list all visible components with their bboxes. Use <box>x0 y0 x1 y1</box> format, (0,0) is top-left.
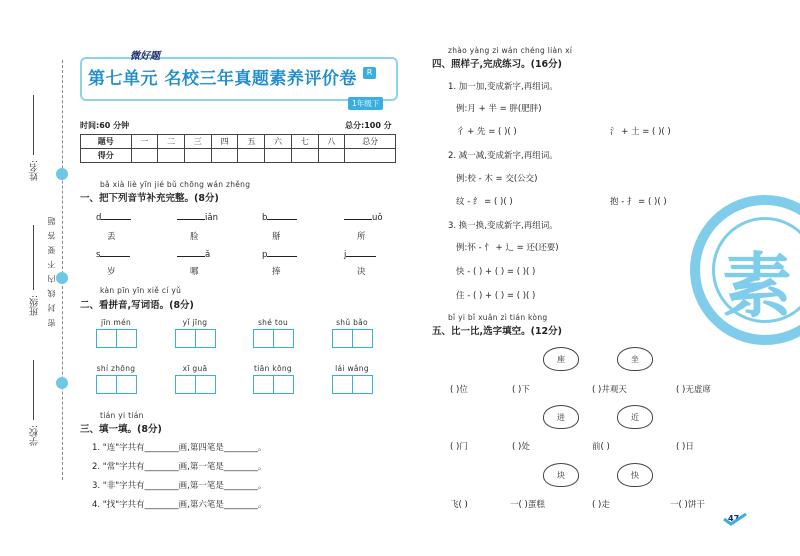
section2-pinyin: kàn pīn yīn xiě cí yǔ <box>100 286 182 295</box>
table-cell: 八 <box>318 135 345 149</box>
binding-dashed-line <box>62 60 63 480</box>
syllable-item: iǎn <box>177 213 218 223</box>
word-writing-group <box>96 318 136 352</box>
syllable-char: 捧 <box>272 267 281 277</box>
score-input-cell[interactable] <box>238 149 265 163</box>
table-cell: 一 <box>131 135 158 149</box>
writing-box[interactable] <box>175 375 196 394</box>
syllable-char: 岁 <box>107 267 116 277</box>
writing-box[interactable] <box>96 329 117 348</box>
writing-box[interactable] <box>116 329 137 348</box>
writing-box[interactable] <box>195 329 216 348</box>
word-pinyin: xī guā <box>182 364 208 373</box>
syllable-item: j <box>344 250 376 260</box>
writing-box[interactable] <box>253 329 274 348</box>
answer-blank[interactable]: ( )门 <box>450 442 468 452</box>
score-input-cell[interactable] <box>345 149 396 163</box>
fill-item[interactable]: 1. "连"字共有________画,第四笔是________。 <box>92 443 267 453</box>
word-pinyin: shǔ bǎo <box>336 318 368 327</box>
table-cell: 二 <box>158 135 185 149</box>
syllable-char: 脸 <box>190 232 199 242</box>
syllable-item: d <box>96 213 131 223</box>
answer-blank[interactable]: ( )走 <box>592 500 610 510</box>
answer-blank[interactable]: ( )日 <box>676 442 694 452</box>
watermark-stamp-char: 素 <box>722 245 792 327</box>
choice-bowl: 坐 <box>617 347 653 371</box>
answer-blank[interactable] <box>267 219 297 220</box>
syllable-char: 哪 <box>190 267 199 277</box>
word-pinyin: jīn mén <box>100 318 132 327</box>
table-cell: 六 <box>265 135 292 149</box>
writing-box[interactable] <box>352 329 373 348</box>
word-pinyin: tiān kōng <box>254 364 292 373</box>
syllable-item: p <box>262 250 297 260</box>
answer-row[interactable]: 快 - ( ) + ( ) = ( )( ) <box>456 267 536 277</box>
syllable-char: 掰 <box>272 232 281 242</box>
page-title: 第七单元 名校三年真题素养评价卷 <box>88 69 357 89</box>
section5-title: 五、比一比,选字填空。(12分) <box>432 326 563 337</box>
word-pinyin: yǐ jīng <box>182 318 208 327</box>
syllable-char: 丢 <box>107 232 116 242</box>
writing-box[interactable] <box>273 375 294 394</box>
writing-box[interactable] <box>96 375 117 394</box>
binding-dot <box>56 168 68 180</box>
table-cell: 四 <box>211 135 238 149</box>
answer-blank[interactable]: 一( )饼干 <box>670 500 705 510</box>
edition-badge: R <box>363 67 376 79</box>
seal-text: 密 封 线 内 不 要 答 题 <box>47 215 56 327</box>
writing-box[interactable] <box>253 375 274 394</box>
answer-blank[interactable] <box>346 256 376 257</box>
table-cell: 七 <box>291 135 318 149</box>
syllable-item: b <box>262 213 297 223</box>
score-table <box>80 134 396 163</box>
writing-box[interactable] <box>175 329 196 348</box>
page-number: 47 <box>728 514 740 523</box>
score-input-cell[interactable] <box>211 149 238 163</box>
answer-blank[interactable] <box>101 219 131 220</box>
section3-title: 三、填一填。(8分) <box>80 424 162 435</box>
question-text: 2. 减一减,变成新字,再组词。 <box>448 151 558 161</box>
choice-bowl: 块 <box>543 463 579 487</box>
question-text: 1. 加一加,变成新字,再组词。 <box>448 82 558 92</box>
answer-blank[interactable] <box>267 256 297 257</box>
score-input-cell[interactable] <box>184 149 211 163</box>
answer-blank[interactable]: ( )下 <box>512 385 530 395</box>
answer-row[interactable]: 纹 - 纟 = ( )( ) <box>456 197 513 207</box>
time-limit: 时间:60 分钟 <box>80 121 130 130</box>
fill-item[interactable]: 4. "找"字共有________画,第六笔是________。 <box>92 500 267 510</box>
word-writing-group <box>96 364 136 398</box>
word-writing-group <box>332 318 372 352</box>
name-line[interactable] <box>33 95 34 155</box>
score-input-cell[interactable] <box>291 149 318 163</box>
writing-box[interactable] <box>332 329 353 348</box>
answer-blank[interactable]: 一( )蛋糕 <box>510 500 545 510</box>
syllable-char: 所 <box>357 232 366 242</box>
table-cell: 题号 <box>81 135 132 149</box>
word-writing-group <box>175 318 215 352</box>
answer-blank[interactable]: 飞( ) <box>450 500 468 510</box>
section4-title: 四、照样子,完成练习。(16分) <box>432 59 563 70</box>
syllable-item: uǒ <box>344 213 383 223</box>
syllable-item: ǎ <box>177 250 210 260</box>
brand-logo: 微好题 <box>130 51 160 62</box>
answer-blank[interactable] <box>344 219 372 220</box>
answer-row[interactable]: 住 - ( ) + ( ) = ( )( ) <box>456 291 536 301</box>
word-writing-group <box>253 364 293 398</box>
choice-bowl: 近 <box>617 405 653 429</box>
table-cell: 三 <box>184 135 211 149</box>
answer-blank[interactable]: ( )井观天 <box>592 385 627 395</box>
answer-row[interactable]: 彳 + 先 = ( )( ) <box>456 127 517 137</box>
word-pinyin: lái wǎng <box>335 364 369 373</box>
question-text: 3. 换一换,变成新字,再组词。 <box>448 221 558 231</box>
word-writing-group <box>175 364 215 398</box>
name-label: 姓名: <box>30 160 40 182</box>
syllable-item: s <box>96 250 130 260</box>
example-text: 例:月 + 半 = 胖(肥胖) <box>456 104 542 114</box>
answer-row[interactable]: 氵 + 土 = ( )( ) <box>610 127 671 137</box>
fill-item[interactable]: 2. "常"字共有________画,第一笔是________。 <box>92 462 267 472</box>
table-cell: 五 <box>238 135 265 149</box>
writing-box[interactable] <box>273 329 294 348</box>
section3-pinyin: tián yi tián <box>100 411 144 420</box>
word-writing-group <box>253 318 293 352</box>
word-pinyin: shé tou <box>257 318 289 327</box>
class-line[interactable] <box>33 225 34 290</box>
choice-bowl: 座 <box>543 347 579 371</box>
section1-pinyin: bǎ xià liè yīn jié bǔ chōng wán zhěng <box>100 180 251 189</box>
checkmark-icon <box>722 512 748 526</box>
score-table-score-row <box>81 149 396 163</box>
score-input-cell[interactable] <box>131 149 158 163</box>
writing-box[interactable] <box>332 375 353 394</box>
answer-blank[interactable] <box>177 219 205 220</box>
answer-blank[interactable]: ( )位 <box>450 385 468 395</box>
total-score: 总分:100 分 <box>345 121 392 130</box>
score-input-cell[interactable] <box>318 149 345 163</box>
section5-pinyin: bǐ yi bǐ xuǎn zì tián kòng <box>448 313 548 322</box>
section1-title: 一、把下列音节补充完整。(8分) <box>80 193 219 204</box>
section2-title: 二、看拼音,写词语。(8分) <box>80 300 194 311</box>
section4-pinyin: zhào yàng zi wán chéng liàn xí <box>448 46 573 55</box>
choice-bowl: 快 <box>617 463 653 487</box>
binding-dot <box>56 272 68 284</box>
answer-row[interactable]: 抱 - 扌 = ( )( ) <box>610 197 667 207</box>
binding-dot <box>56 377 68 389</box>
word-writing-group <box>332 364 372 398</box>
answer-blank[interactable] <box>177 256 205 257</box>
example-text: 例:校 - 木 = 交(公交) <box>456 174 538 184</box>
writing-box[interactable] <box>352 375 373 394</box>
score-table-header-row <box>81 135 396 149</box>
answer-blank[interactable]: 前( ) <box>592 442 610 452</box>
score-input-cell[interactable] <box>265 149 292 163</box>
school-label: 学校: <box>30 425 40 447</box>
class-label: 班级: <box>30 295 40 317</box>
example-text: 例:怀 - 忄 + 辶 = 还(还要) <box>456 243 559 253</box>
score-input-cell[interactable] <box>158 149 185 163</box>
choice-bowl: 进 <box>543 405 579 429</box>
answer-blank[interactable]: ( )处 <box>512 442 530 452</box>
fill-item[interactable]: 3. "非"字共有________画,第一笔是________。 <box>92 481 267 491</box>
writing-box[interactable] <box>116 375 137 394</box>
word-pinyin: shí zhōng <box>96 364 136 373</box>
grade-badge: 1年级下 <box>348 97 383 110</box>
school-line[interactable] <box>33 360 34 420</box>
table-cell: 总分 <box>345 135 396 149</box>
writing-box[interactable] <box>195 375 216 394</box>
answer-blank[interactable] <box>100 256 130 257</box>
answer-blank[interactable]: ( )无虚席 <box>676 385 711 395</box>
syllable-char: 决 <box>357 267 366 277</box>
table-cell: 得分 <box>81 149 132 163</box>
